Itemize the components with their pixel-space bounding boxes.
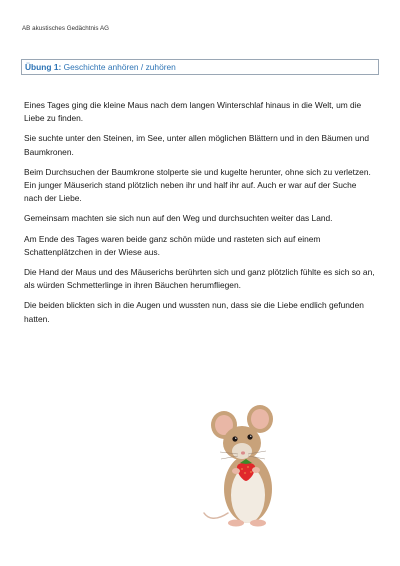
story-paragraph: Beim Durchsuchen der Baumkrone stolperte sie und kugelte herunter, ohne sich zu verletzen. Ein junger Mäuserich stand plötzlich neben ihr und half ihr auf. Auch er war auf der Suche nach der Liebe. [24, 166, 371, 204]
exercise-label: Übung 1: [25, 62, 62, 72]
story-paragraph: Sie suchte unter den Steinen, im See, unter allen möglichen Blättern und in den Bäumen und Baumkronen. [24, 133, 369, 157]
exercise-title-box [21, 59, 379, 75]
story-text [24, 99, 376, 333]
story-paragraph: Gemeinsam machten sie sich nun auf den Weg und durchsuchten weiter das Land. [24, 213, 333, 224]
story-paragraph: Am Ende des Tages waren beide ganz schön müde und rasteten sich auf einem Schattenplätzchen in der Wiese aus. [24, 233, 321, 257]
page-header: AB akustisches Gedächtnis AG [22, 25, 110, 32]
story-paragraph: Eines Tages ging die kleine Maus nach dem langen Winterschlaf hinaus in die Welt, um die Liebe zu finden. [24, 100, 362, 124]
story-paragraph: Die beiden blickten sich in die Augen und wussten nun, dass sie die Liebe endlich gefunden hatten. [24, 300, 364, 324]
story-paragraph: Die Hand der Maus und des Mäuserichs berührten sich und ganz plötzlich fühlte es sich so an, als würden Schmetterlinge in ihren Bäuchen herumfliegen. [24, 267, 375, 291]
exercise-title: Geschichte anhören / zuhören [63, 62, 176, 72]
mouse-holding-strawberry-icon [198, 403, 290, 531]
